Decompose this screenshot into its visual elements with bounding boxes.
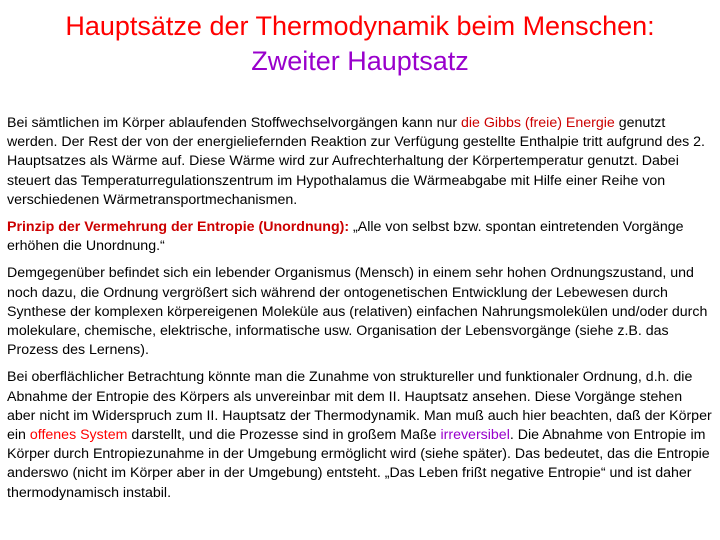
paragraph-open-system: [7, 368, 713, 502]
paragraph-1-text-end: genutzt werden. Der Rest der von der energieliefernden Reaktion zur Verfügung gestellte Enthalpie tritt aufgrund des 2. Hauptsatzes als Wärme auf. Diese Wärme wird zur Aufrechterhaltung der Körpertemperatur genutzt. Dabei steuert das Temperaturregulationszentrum im Hypothalamus die Wärmeabgabe mit Hilfe einer Reihe von verschiedenen Wärmetransportmechanismen.: [7, 115, 705, 208]
paragraph-4-text-1: Bei oberflächlicher Betrachtung könnte man die Zunahme von struktureller und funktionaler Ordnung, d.h. die Abnahme der Entropie des Körpers als unvereinbar mit dem II. Hauptsatz ansehen. Diese Vorgänge stehen aber nicht im Widerspruch zum II. Hauptsatz der Thermodynamik. Man muß auch hier beachten, daß der Körper ein: [7, 369, 712, 444]
entropy-principle-quote: „Alle von selbst bzw. spontan eintretenden Vorgänge erhöhen die Unordnung.“: [7, 219, 684, 255]
title-line-2: Zweiter Hauptsatz: [251, 46, 469, 76]
title-line-1: Hauptsätze der Thermodynamik beim Menschen:: [65, 11, 655, 41]
paragraph-3-text: Demgegenüber befindet sich ein lebender Organismus (Mensch) in einem sehr hohen Ordnungszustand, und noch dazu, die Ordnung vergrößert sich während der ontogenetischen Entwicklung der Lebewesen durch Synthese der komplexen körpereigenen Moleküle aus (relativen) einfachen Nahrungsmolekülen und/oder durch molekulare, chemische, elektrische, informatische usw. Organisation der Lebensvorgänge (siehe z.B. das Prozess des Lernens).: [7, 265, 708, 359]
paragraph-4-text-3: . Die Abnahme von Entropie im Körper durch Entropiezunahme in der Umgebung ermöglicht wird (siehe später). Das bedeutet, das die Entropie anderswo (nicht im Körper aber in der Umgebung) entsteht. „Das Leben frißt negative Entropie“ und ist daher thermodynamisch instabil.: [7, 427, 710, 501]
paragraph-organism-order: [7, 264, 713, 360]
irreversible-highlight: irreversibel: [440, 427, 510, 444]
open-system-highlight: offenes System: [29, 427, 128, 444]
paragraph-4-text-2: darstellt, und die Prozesse sind in großem Maße: [127, 427, 441, 444]
paragraph-1-text-start: Bei sämtlichen im Körper ablaufenden Stoffwechselvorgängen kann nur: [7, 115, 462, 131]
gibbs-energy-highlight: die Gibbs (freie) Energie: [461, 115, 615, 131]
paragraph-gibbs-energy: [7, 114, 713, 210]
slide-title: [0, 9, 720, 79]
paragraph-entropy-principle: [7, 218, 713, 256]
slide-body: [7, 114, 713, 511]
entropy-principle-label: Prinzip der Vermehrung der Entropie (Unordnung):: [7, 219, 350, 236]
